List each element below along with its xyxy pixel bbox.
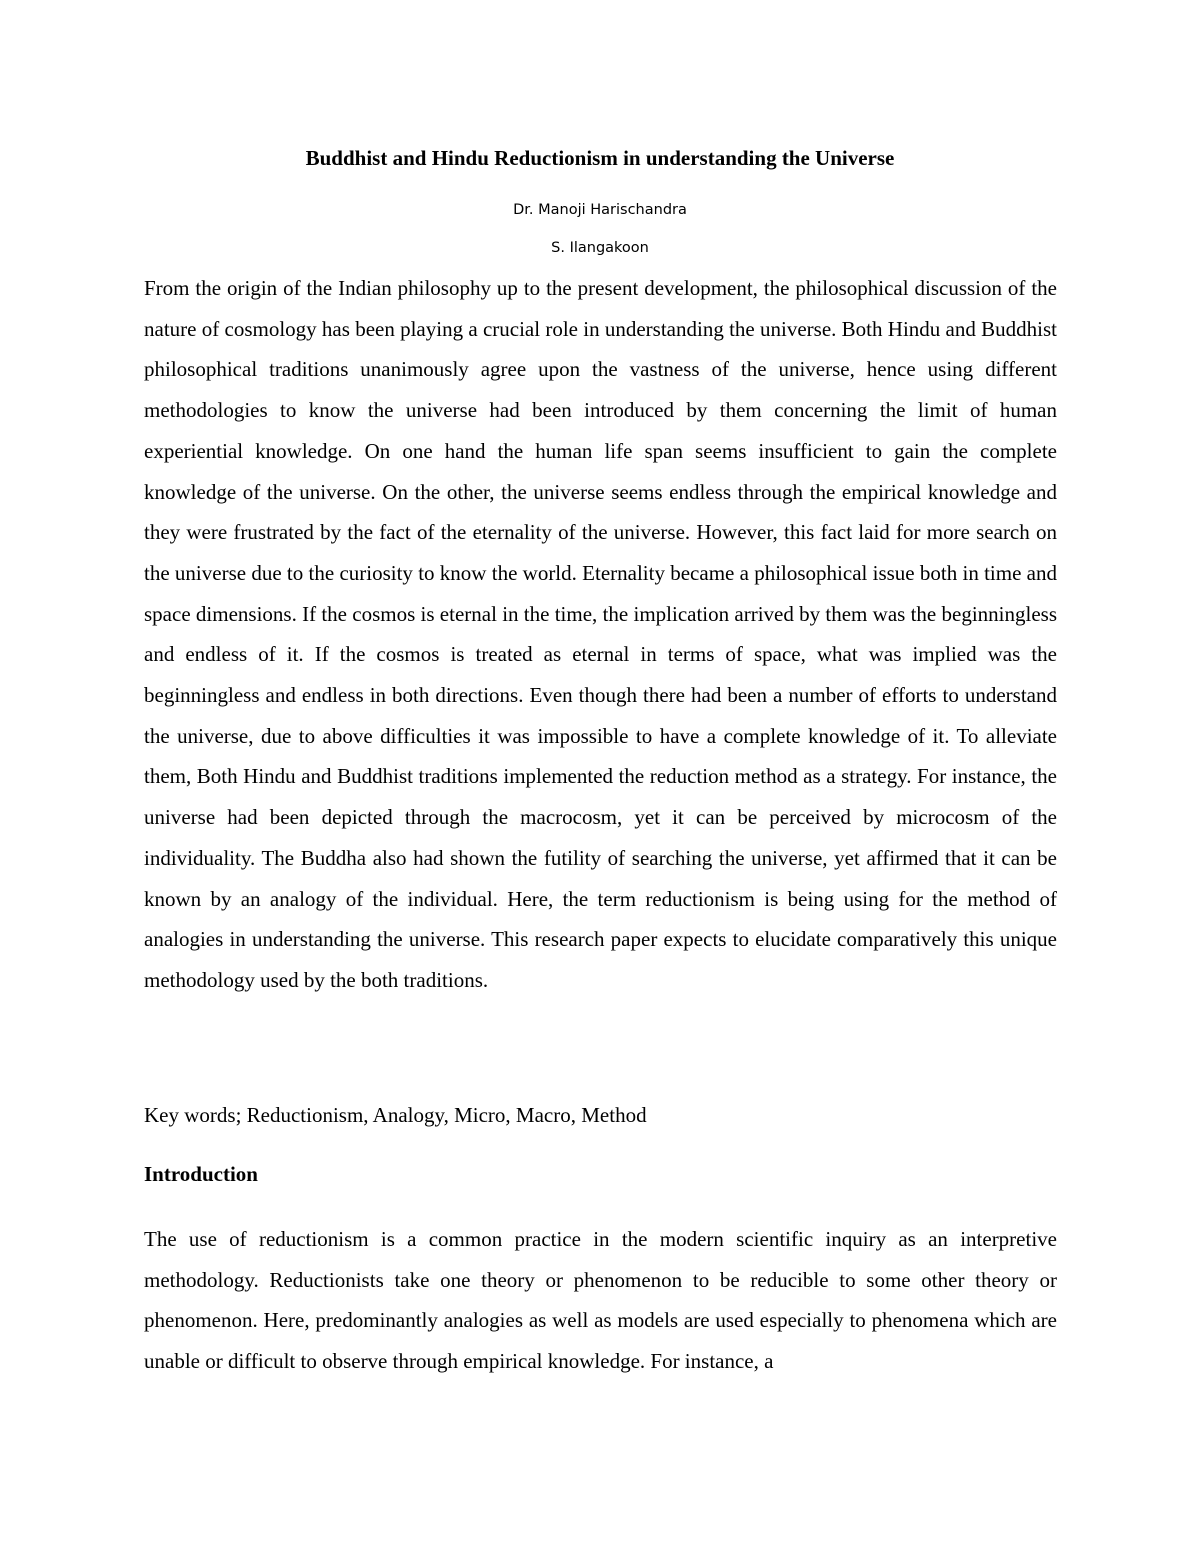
- section-heading: Introduction: [144, 1162, 258, 1186]
- author-name: S. Ilangakoon: [551, 240, 649, 256]
- paper-title: Buddhist and Hindu Reductionism in understanding the Universe: [305, 146, 895, 170]
- keywords-line: Key words; Reductionism, Analogy, Micro, Macro, Method: [144, 1103, 647, 1127]
- introduction-paragraph: The use of reductionism is a common practice in the modern scientific inquiry as an interpretive methodology. Reductionists take one theory or phenomenon to be reducible to some other theory or phenomenon. Here, predominantly analogies as well as models are used especially to phenomena which are unable or difficult to observe through empirical knowledge. For instance, a: [144, 1227, 1057, 1374]
- author-name: Dr. Manoji Harischandra: [513, 202, 687, 218]
- abstract-paragraph: From the origin of the Indian philosophy up to the present development, the philosophical discussion of the nature of cosmology has been playing a crucial role in understanding the universe. Both Hindu and Buddhist philosophical traditions unanimously agree upon the vastness of the universe, hence using different methodologies to know the universe had been introduced by them concerning the limit of human experiential knowledge. On one hand the human life span seems insufficient to gain the complete knowledge of the universe. On the other, the universe seems endless through the empirical knowledge and they were frustrated by the fact of the eternality of the universe. However, this fact laid for more search on the universe due to the curiosity to know the world. Eternality became a philosophical issue both in time and space dimensions. If the cosmos is eternal in the time, the implication arrived by them was the beginningless and endless of it. If the cosmos is treated as eternal in terms of space, what was implied was the beginningless and endless in both directions. Even though there had been a number of efforts to understand the universe, due to above difficulties it was impossible to have a complete knowledge of it. To alleviate them, Both Hindu and Buddhist traditions implemented the reduction method as a strategy. For instance, the universe had been depicted through the macrocosm, yet it can be perceived by microcosm of the individuality. The Buddha also had shown the futility of searching the universe, yet affirmed that it can be known by an analogy of the individual. Here, the term reductionism is being using for the method of analogies in understanding the universe. This research paper expects to elucidate comparatively this unique methodology used by the both traditions.: [144, 276, 1057, 992]
